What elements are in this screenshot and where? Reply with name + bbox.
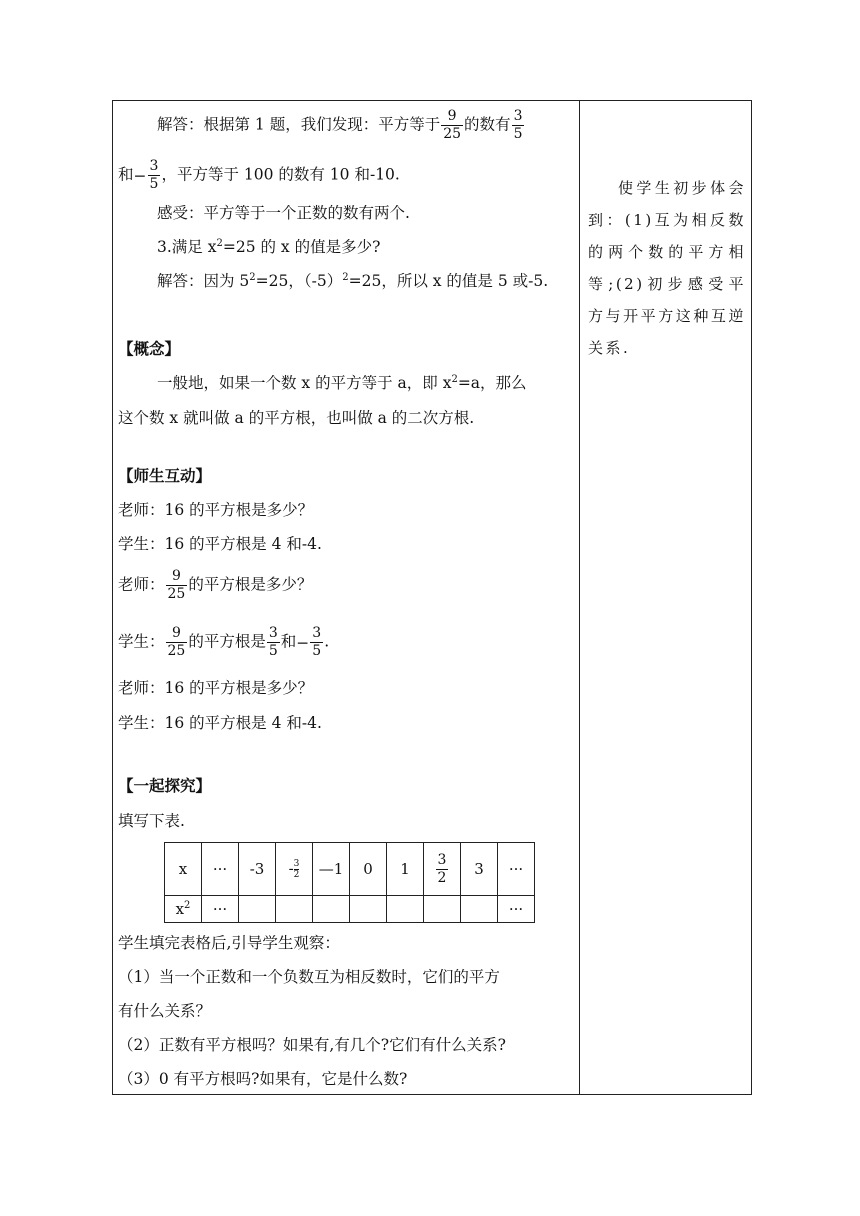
concept-line-1: 一般地，如果一个数 x 的平方等于 a，即 $x^2=a$，那么 [157, 373, 527, 392]
question-3: 3.满足 $x^2=25$ 的 x 的值是多少? [157, 237, 381, 256]
table-cell: x [165, 843, 202, 896]
table-cell: 0 [350, 843, 387, 896]
answer-3: 解答：因为 $5^2=25$，$(-5)^2=25$，所以 x 的值是 5 或-5. [157, 271, 549, 290]
fraction-9-25: $\frac{9}{25}$ [443, 108, 462, 142]
student-line-3: 学生：16 的平方根是 4 和-4. [118, 714, 322, 732]
column-divider [579, 100, 580, 1095]
table-cell[interactable] [387, 896, 424, 923]
table-cell: 3 [461, 843, 498, 896]
fraction-3-5: $\frac{3}{5}$ [149, 158, 159, 192]
table-cell: -3 [239, 843, 276, 896]
table-cell[interactable] [424, 896, 461, 923]
concept-line-2: 这个数 x 就叫做 a 的平方根，也叫做 a 的二次方根. [118, 409, 475, 427]
table-cell: ··· [498, 896, 535, 923]
question-3-zero: （3）0 有平方根吗?如果有，它是什么数? [118, 1070, 408, 1088]
table-cell: 1 [387, 843, 424, 896]
fraction-3-5: $\frac{3}{5}$ [268, 625, 278, 659]
student-line-1: 学生：16 的平方根是 4 和-4. [118, 535, 322, 553]
question-1-line-2: 有什么关系？ [118, 1002, 212, 1020]
explore-heading: 【一起探究】 [118, 776, 212, 795]
question-2: （2）正数有平方根吗？如果有,有几个?它们有什么关系? [118, 1036, 506, 1054]
student-line-2: 学生： $\frac{9}{25}$ 的平方根是 $\frac{3}{5}$ 和− $\frac{3}{5}$ . [118, 625, 330, 659]
teacher-line-2: 老师： $\frac{9}{25}$ 的平方根是多少？ [118, 568, 313, 602]
table-cell: —1 [313, 843, 350, 896]
table-cell: $x^2$ [165, 896, 202, 923]
feeling-line: 感受：平方等于一个正数的数有两个. [157, 204, 410, 222]
fraction-3-5: $\frac{3}{5}$ [312, 625, 322, 659]
table-cell[interactable] [313, 896, 350, 923]
table-cell[interactable] [461, 896, 498, 923]
table-cell: $\frac{3}{2}$ [424, 843, 461, 896]
fill-in-table [164, 842, 535, 923]
interaction-heading: 【师生互动】 [118, 466, 212, 485]
table-cell[interactable] [239, 896, 276, 923]
fraction-9-25: $\frac{9}{25}$ [167, 568, 186, 602]
teacher-line-1: 老师：16 的平方根是多少？ [118, 501, 314, 519]
table-cell: ··· [202, 843, 239, 896]
fraction-3-5: $\frac{3}{5}$ [513, 108, 523, 142]
table-cell: ··· [498, 843, 535, 896]
guide-line: 学生填完表格后,引导学生观察： [118, 934, 340, 952]
answer-line-1: 解答：根据第 1 题，我们发现：平方等于 $\frac{9}{25}$ 的数有 $\frac{3}{5}$ [157, 108, 523, 142]
concept-heading: 【概念】 [118, 339, 181, 358]
question-1-line-1: （1）当一个正数和一个负数互为相反数时，它们的平方 [118, 968, 500, 986]
table-cell: ··· [202, 896, 239, 923]
table-cell[interactable] [276, 896, 313, 923]
table-cell: $-\frac{3}{2}$ [276, 843, 313, 896]
fraction-9-25: $\frac{9}{25}$ [167, 625, 186, 659]
answer-line-2: 和− $\frac{3}{5}$ ，平方等于 100 的数有 10 和-10. [118, 158, 400, 192]
fill-table-instruction: 填写下表. [118, 812, 185, 830]
table-cell[interactable] [350, 896, 387, 923]
teacher-line-3: 老师：16 的平方根是多少？ [118, 679, 314, 697]
side-note: 使学生初步体会到：(1)互为相反数的两个数的平方相等;(2)初步感受平方与开平方这种互逆关系. [588, 179, 746, 357]
